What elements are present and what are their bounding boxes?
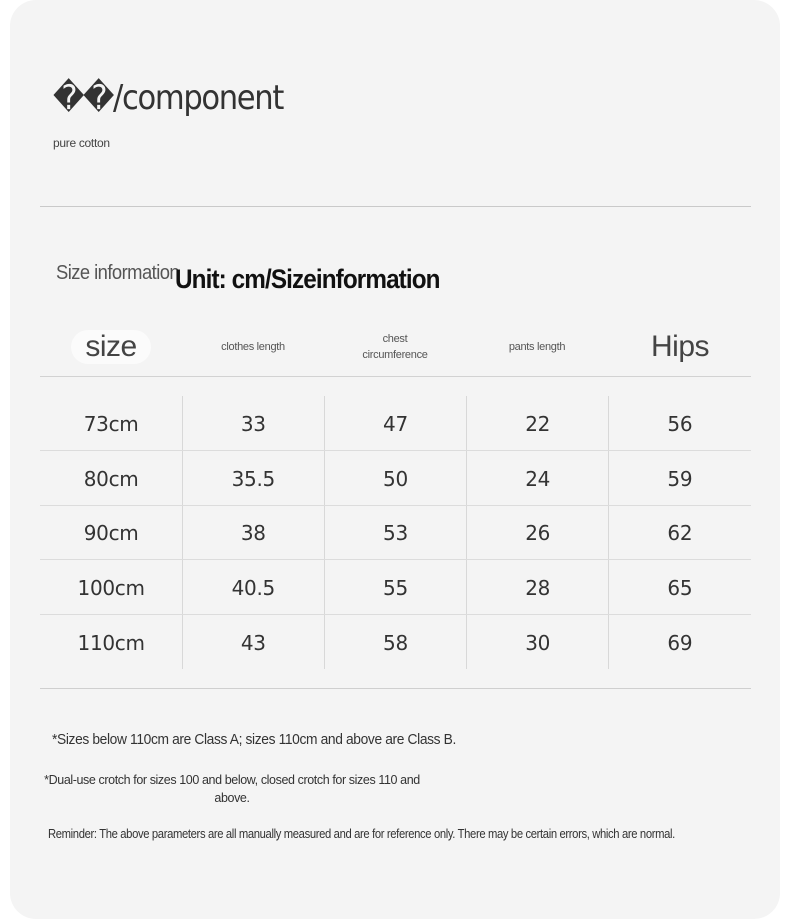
header-hips (609, 318, 751, 376)
cell-hips: 62 (667, 521, 693, 545)
class-note: *Sizes below 110cm are Class A; sizes 110cm and above are Class B. (52, 731, 456, 748)
row-divider (40, 614, 751, 615)
cell-hips: 56 (667, 412, 693, 436)
table-bottom-divider (40, 688, 751, 689)
cell-chest-circumference: 50 (383, 467, 408, 491)
cell-hips: 59 (667, 467, 693, 491)
header-clothes-length (182, 318, 324, 376)
cell-hips: 65 (667, 576, 693, 600)
cell-clothes-length: 40.5 (231, 576, 275, 600)
cell-size: 100cm (77, 576, 145, 600)
header-clothes-length-label: clothes length (221, 341, 285, 353)
cell-size: 110cm (77, 631, 145, 655)
cell-size: 73cm (83, 412, 139, 436)
unit-note: Unit: cm/Sizeinformation (175, 264, 440, 294)
section-divider (40, 206, 751, 207)
size-information-label: Size information (56, 262, 180, 284)
header-size-label: size (71, 330, 150, 364)
table-row (40, 616, 751, 670)
header-pants-length (466, 318, 608, 376)
row-divider (40, 559, 751, 560)
table-row (40, 561, 751, 615)
cell-clothes-length: 38 (240, 521, 266, 545)
cell-pants-length: 22 (525, 412, 551, 436)
cell-size: 80cm (83, 467, 139, 491)
composition-value: pure cotton (53, 136, 110, 150)
cell-size: 90cm (83, 521, 139, 545)
table-row (40, 506, 751, 560)
cell-chest-circumference: 55 (383, 576, 408, 600)
table-row (40, 452, 751, 506)
cell-pants-length: 28 (525, 576, 551, 600)
crotch-note: *Dual-use crotch for sizes 100 and below, closed crotch for sizes 110 and above. (44, 773, 420, 805)
cell-chest-circumference: 47 (383, 412, 408, 436)
row-divider (40, 450, 751, 451)
cell-pants-length: 30 (525, 631, 551, 655)
header-chest-circumference-label: chest circumference (362, 333, 428, 361)
cell-chest-circumference: 58 (383, 631, 408, 655)
cell-hips: 69 (667, 631, 693, 655)
cell-clothes-length: 33 (240, 412, 266, 436)
reminder-note: Reminder: The above parameters are all manually measured and are for reference only. There may be certain errors, which are normal. (48, 827, 675, 841)
table-row (40, 397, 751, 451)
composition-title: ��/component (53, 78, 283, 118)
header-pants-length-label: pants length (508, 341, 566, 353)
cell-pants-length: 26 (525, 521, 551, 545)
cell-clothes-length: 35.5 (231, 467, 275, 491)
cell-pants-length: 24 (525, 467, 551, 491)
header-chest-circumference (324, 318, 466, 376)
header-hips-label: Hips (650, 330, 709, 363)
cell-chest-circumference: 53 (383, 521, 408, 545)
header-size (40, 318, 182, 376)
cell-clothes-length: 43 (240, 631, 266, 655)
header-divider (40, 376, 751, 377)
